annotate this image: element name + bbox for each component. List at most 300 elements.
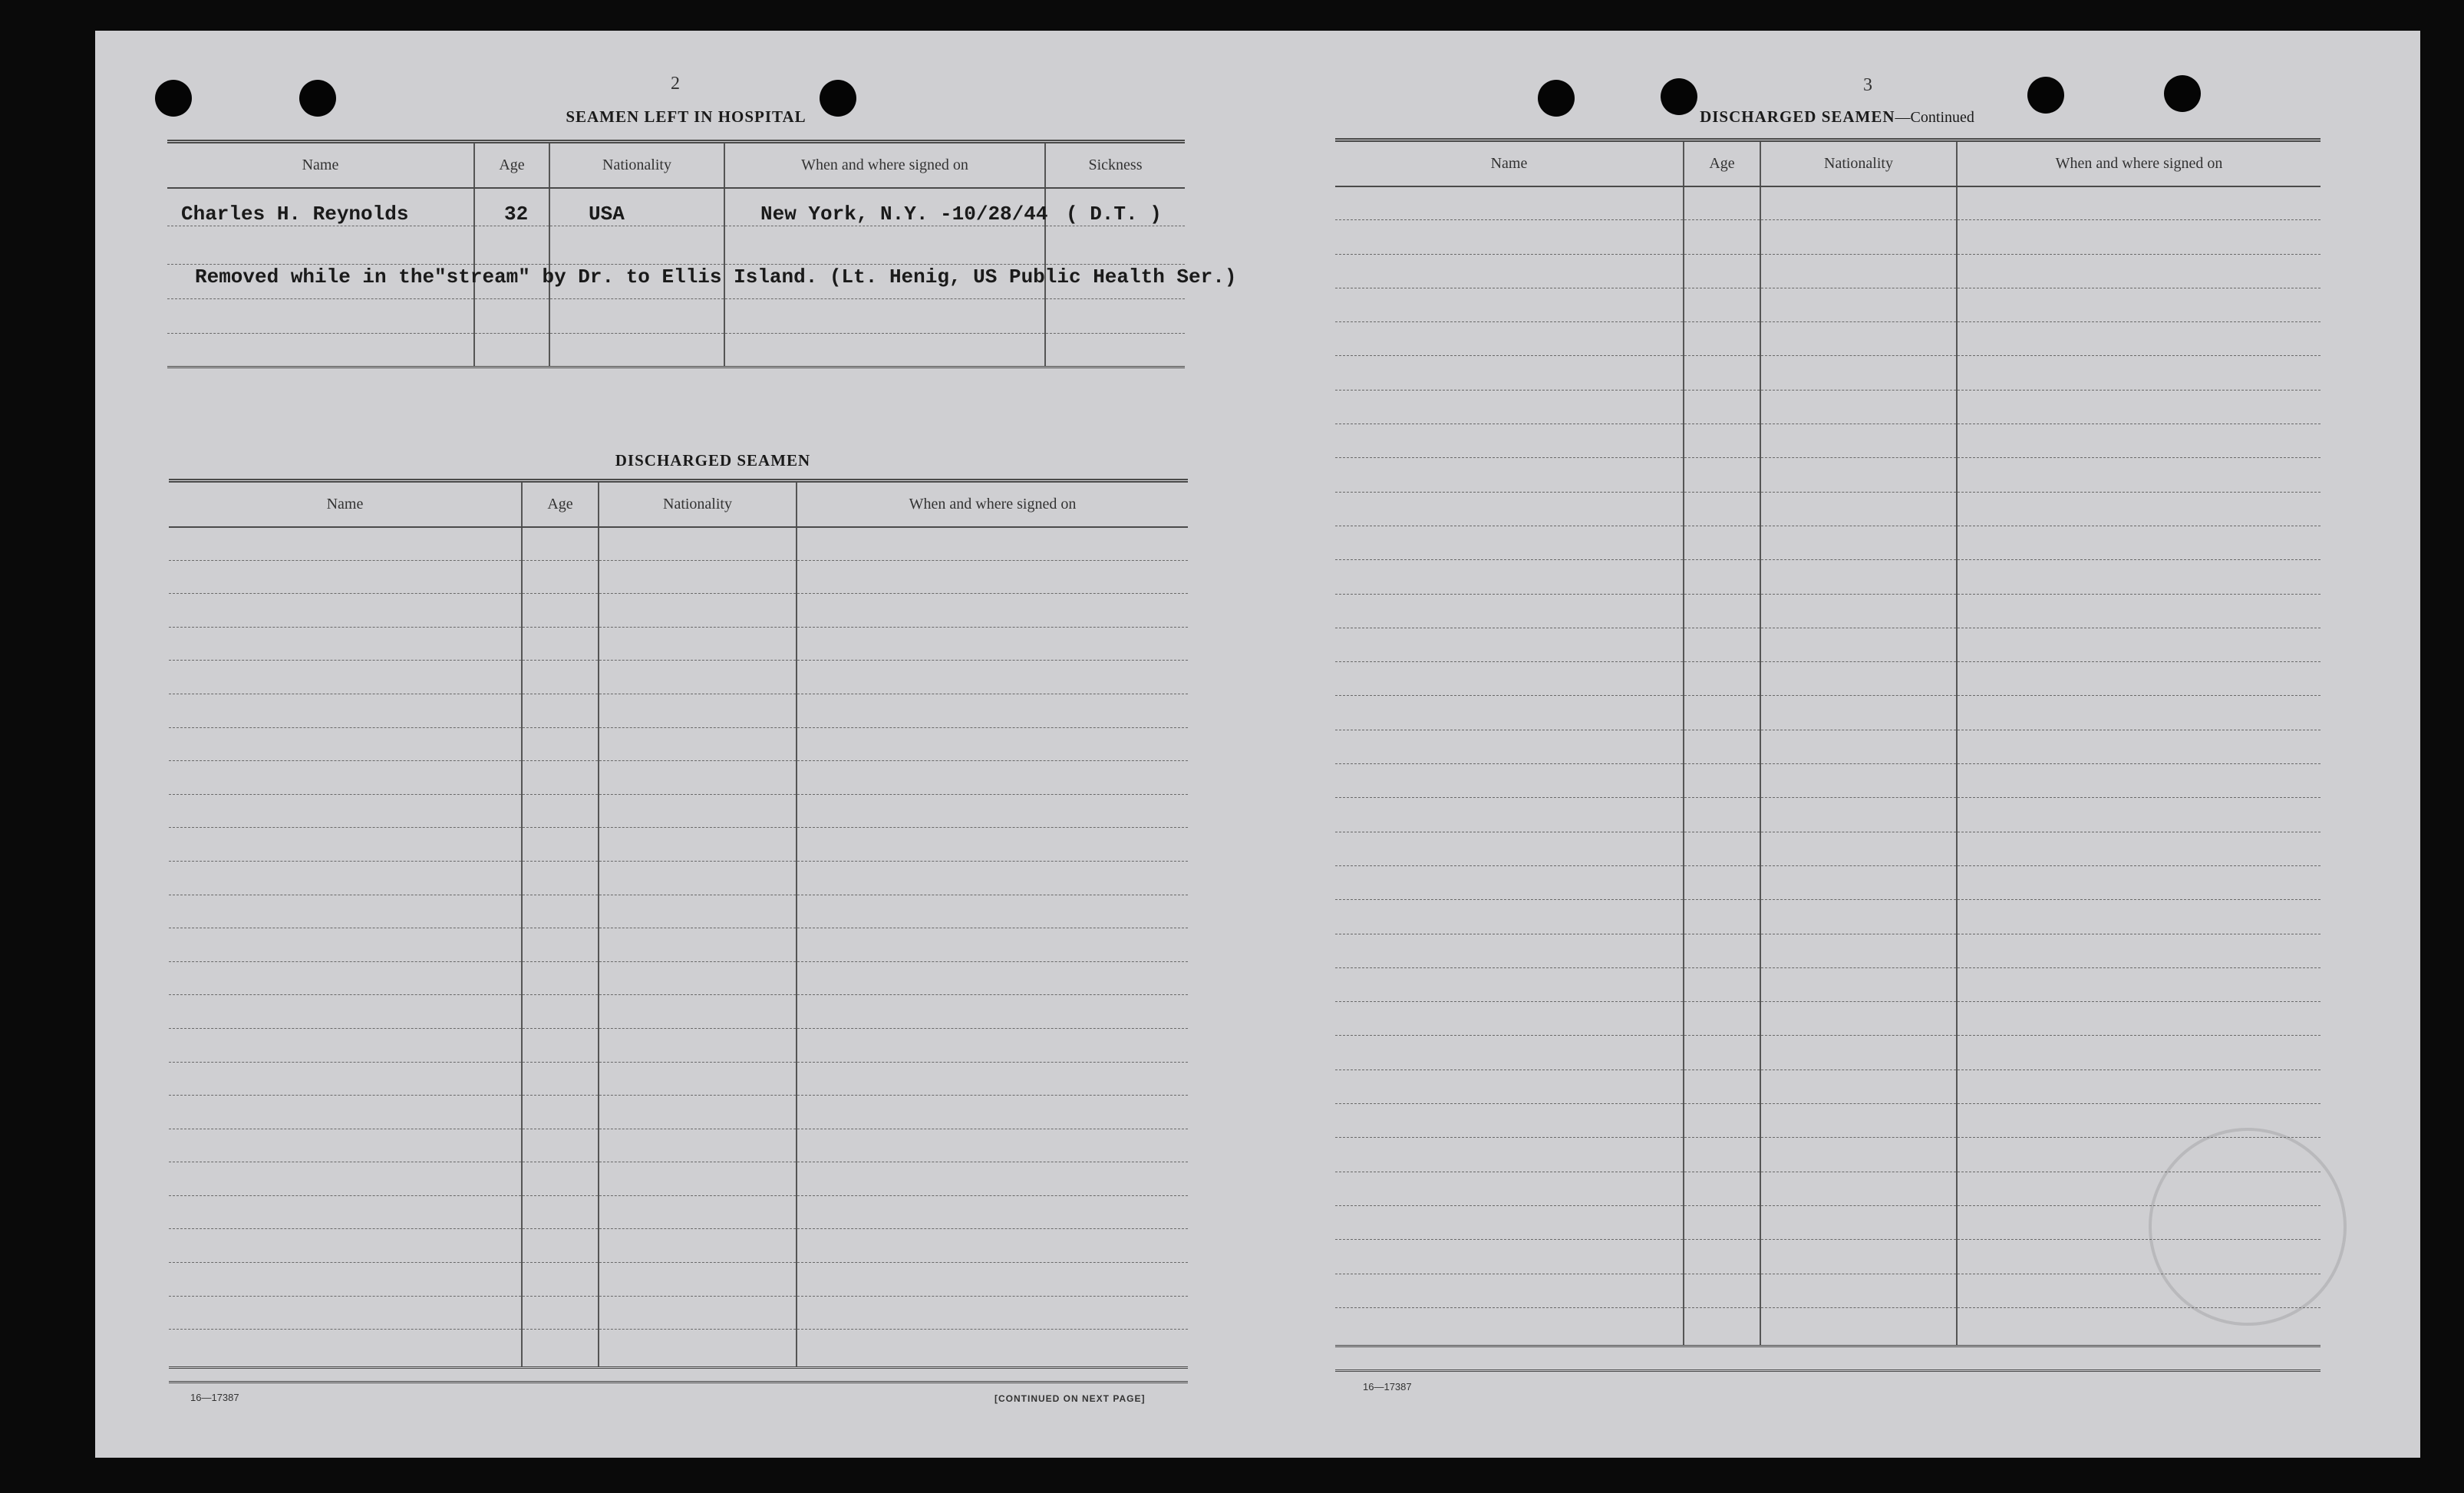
table-row (1335, 967, 2321, 1001)
table-cell (1684, 424, 1760, 458)
table-cell (1760, 900, 1957, 934)
entry-sickness: ( D.T. ) (1045, 188, 1185, 226)
table-cell (1760, 1036, 1957, 1069)
table-cell (1335, 220, 1684, 254)
table-cell (1335, 628, 1684, 661)
table-cell (599, 527, 797, 561)
table-cell (1335, 186, 1684, 220)
table-cell (1760, 662, 1957, 696)
table-cell (1335, 1036, 1684, 1069)
table-row (169, 1062, 1188, 1096)
table-cell (797, 961, 1188, 995)
table-cell (1684, 1172, 1760, 1205)
table-cell (1957, 186, 2321, 220)
table-cell (522, 1062, 599, 1096)
table-cell (797, 928, 1188, 962)
table-cell (522, 1162, 599, 1196)
table-row (169, 1296, 1188, 1330)
column-header-name: Name (169, 481, 522, 527)
table-cell (522, 527, 599, 561)
table-cell (1335, 1138, 1684, 1172)
table-row (167, 299, 1185, 334)
table-cell (797, 694, 1188, 727)
table-cell (1684, 832, 1760, 865)
table-cell (1684, 967, 1760, 1001)
table-row (169, 1096, 1188, 1129)
punch-hole (2164, 75, 2201, 112)
table-row (169, 828, 1188, 862)
table-cell (1760, 1240, 1957, 1274)
table-cell (1760, 220, 1957, 254)
column-header-age: Age (522, 481, 599, 527)
table-cell (599, 1162, 797, 1196)
table-row (1335, 492, 2321, 526)
table-cell (797, 560, 1188, 594)
table-cell (1957, 560, 2321, 594)
table-cell (1684, 458, 1760, 492)
table-cell (1760, 1069, 1957, 1103)
table-cell (1335, 254, 1684, 288)
table-row (1335, 186, 2321, 220)
table-cell (599, 560, 797, 594)
table-cell (797, 1296, 1188, 1330)
title-main: DISCHARGED SEAMEN (1700, 107, 1895, 126)
table-row (1335, 1307, 2321, 1346)
punch-hole (155, 80, 192, 117)
table-cell (522, 1195, 599, 1229)
column-header-age: Age (474, 142, 549, 188)
table-cell (522, 661, 599, 694)
faded-stamp (2149, 1128, 2347, 1326)
table-cell (1957, 322, 2321, 356)
table-row (1335, 220, 2321, 254)
table-row (169, 1229, 1188, 1263)
table-cell (1957, 696, 2321, 730)
table-cell (1684, 560, 1760, 594)
table-cell (1684, 798, 1760, 832)
table-cell (599, 727, 797, 761)
table-row (169, 1162, 1188, 1196)
table-cell (1957, 865, 2321, 899)
table-row (169, 594, 1188, 628)
punch-hole (1538, 80, 1575, 117)
entry-signed-on: New York, N.Y. -10/28/44 (724, 188, 1045, 226)
table-cell (1335, 730, 1684, 763)
table-cell (1760, 424, 1957, 458)
table-cell (169, 1263, 522, 1297)
table-row (1335, 594, 2321, 628)
table-cell (1957, 730, 2321, 763)
table-cell (1957, 662, 2321, 696)
table-cell (169, 527, 522, 561)
table-cell (1957, 798, 2321, 832)
table-cell (797, 1195, 1188, 1229)
table-row (1335, 662, 2321, 696)
table-cell (599, 794, 797, 828)
table-cell (1684, 934, 1760, 967)
table-cell (169, 1028, 522, 1062)
table-cell (169, 761, 522, 795)
table-cell (1957, 220, 2321, 254)
bottom-rule (1335, 1369, 2321, 1372)
table-cell (1760, 764, 1957, 798)
table-cell (169, 661, 522, 694)
table-row (1335, 865, 2321, 899)
table-row (169, 560, 1188, 594)
table-cell (1335, 594, 1684, 628)
table-cell (1684, 1104, 1760, 1138)
right-page (1292, 31, 2420, 1458)
table-cell (599, 1263, 797, 1297)
table-cell (599, 1296, 797, 1330)
table-cell (1684, 594, 1760, 628)
table-cell (1335, 934, 1684, 967)
column-header-signed-on: When and where signed on (1957, 140, 2321, 186)
form-number: 16—17387 (190, 1392, 239, 1403)
table-cell (1335, 865, 1684, 899)
table-cell (1684, 492, 1760, 526)
table-row (1335, 458, 2321, 492)
table-cell (599, 995, 797, 1029)
table-cell (1760, 832, 1957, 865)
table-row (1335, 288, 2321, 321)
table-cell (1335, 798, 1684, 832)
table-row (167, 226, 1185, 265)
discharged-continued-title (1653, 107, 2021, 127)
table-cell (1335, 1104, 1684, 1138)
table-cell (1760, 628, 1957, 661)
table-cell (1760, 798, 1957, 832)
table-cell (1335, 1172, 1684, 1205)
table-row (1335, 322, 2321, 356)
table-row (1335, 764, 2321, 798)
table-row (169, 861, 1188, 895)
table-cell (797, 627, 1188, 661)
form-number: 16—17387 (1363, 1381, 1412, 1392)
table-cell (599, 594, 797, 628)
table-cell (169, 961, 522, 995)
table-cell (1957, 764, 2321, 798)
table-cell (1957, 934, 2321, 967)
table-cell (1684, 322, 1760, 356)
table-cell (1957, 900, 2321, 934)
table-cell (1335, 1274, 1684, 1307)
table-cell (522, 928, 599, 962)
table-cell (169, 928, 522, 962)
table-cell (1760, 594, 1957, 628)
table-cell (1335, 458, 1684, 492)
hospital-remark: Removed while in the"stream" by Dr. to Ellis Island. (Lt. Henig, US Public Health Ser.) (195, 265, 1237, 288)
table-cell (522, 627, 599, 661)
table-cell (797, 861, 1188, 895)
table-cell (522, 961, 599, 995)
table-cell (1957, 424, 2321, 458)
table-cell (1335, 526, 1684, 559)
table-cell (1684, 1036, 1760, 1069)
table-row (1335, 900, 2321, 934)
table-cell (1684, 865, 1760, 899)
table-cell (1684, 1240, 1760, 1274)
table-cell (1684, 1002, 1760, 1036)
table-cell (1335, 764, 1684, 798)
table-row (169, 961, 1188, 995)
table-cell (1684, 390, 1760, 424)
hospital-section-title: SEAMEN LEFT IN HOSPITAL (566, 107, 806, 126)
table-cell (797, 828, 1188, 862)
column-header-signed-on: When and where signed on (797, 481, 1188, 527)
table-cell (1684, 730, 1760, 763)
column-header-name: Name (167, 142, 474, 188)
column-header-nationality: Nationality (549, 142, 724, 188)
table-cell (797, 727, 1188, 761)
table-cell (522, 594, 599, 628)
table-cell (522, 995, 599, 1029)
punch-hole (299, 80, 336, 117)
table-cell (599, 661, 797, 694)
table-cell (522, 794, 599, 828)
table-cell (169, 995, 522, 1029)
table-cell (1684, 254, 1760, 288)
punch-hole (2027, 77, 2064, 114)
scanned-document (95, 31, 2420, 1458)
table-cell (1760, 1274, 1957, 1307)
table-cell (522, 1229, 599, 1263)
table-cell (1335, 560, 1684, 594)
table-cell (1684, 662, 1760, 696)
table-cell (1760, 492, 1957, 526)
table-row (167, 334, 1185, 367)
table-cell (1957, 1036, 2321, 1069)
table-row (169, 661, 1188, 694)
table-row (1335, 526, 2321, 559)
table-cell (797, 1229, 1188, 1263)
table-cell (169, 727, 522, 761)
table-cell (797, 794, 1188, 828)
left-page (95, 31, 1254, 1458)
table-cell (522, 861, 599, 895)
table-cell (1760, 390, 1957, 424)
table-cell (1684, 1307, 1760, 1346)
table-cell (1957, 1002, 2321, 1036)
table-cell (522, 1330, 599, 1368)
table-cell (1684, 764, 1760, 798)
table-cell (1760, 1205, 1957, 1239)
table-row (169, 1195, 1188, 1229)
table-row (169, 727, 1188, 761)
table-row (169, 1028, 1188, 1062)
column-header-nationality: Nationality (599, 481, 797, 527)
table-cell (1335, 900, 1684, 934)
table-cell (522, 828, 599, 862)
table-cell (1335, 696, 1684, 730)
table-cell (1335, 832, 1684, 865)
table-row (1335, 1069, 2321, 1103)
hospital-table (167, 140, 1185, 368)
table-row (1335, 356, 2321, 390)
table-row (169, 1129, 1188, 1162)
table-cell (1335, 1240, 1684, 1274)
table-cell (599, 1195, 797, 1229)
table-cell (797, 1263, 1188, 1297)
table-cell (522, 1129, 599, 1162)
table-row (1335, 934, 2321, 967)
table-cell (1760, 254, 1957, 288)
table-cell (1335, 356, 1684, 390)
table-cell (1957, 458, 2321, 492)
table-cell (1957, 1069, 2321, 1103)
table-cell (1760, 696, 1957, 730)
table-cell (169, 895, 522, 928)
page-number: 2 (671, 74, 680, 94)
table-row (169, 928, 1188, 962)
table-cell (522, 1296, 599, 1330)
table-cell (169, 1296, 522, 1330)
entry-name: Charles H. Reynolds (167, 188, 474, 226)
column-header-signed-on: When and where signed on (724, 142, 1045, 188)
table-cell (1335, 1069, 1684, 1103)
table-cell (599, 761, 797, 795)
table-row (1335, 730, 2321, 763)
entry-age: 32 (474, 188, 549, 226)
table-cell (1957, 288, 2321, 321)
table-cell (169, 1062, 522, 1096)
title-continued: —Continued (1895, 109, 1974, 126)
table-row (169, 1330, 1188, 1368)
table-row (1335, 798, 2321, 832)
table-cell (599, 1229, 797, 1263)
table-cell (522, 694, 599, 727)
table-cell (599, 1096, 797, 1129)
table-cell (797, 527, 1188, 561)
table-cell (797, 1129, 1188, 1162)
column-header-sickness: Sickness (1045, 142, 1185, 188)
table-cell (1684, 288, 1760, 321)
table-cell (1957, 390, 2321, 424)
table-cell (1760, 526, 1957, 559)
table-cell (1760, 288, 1957, 321)
table-row (1335, 254, 2321, 288)
table-row (1335, 1104, 2321, 1138)
table-cell (599, 1330, 797, 1368)
table-cell (1760, 1307, 1957, 1346)
table-cell (1957, 832, 2321, 865)
entry-nationality: USA (549, 188, 724, 226)
table-cell (1760, 1172, 1957, 1205)
table-cell (1335, 390, 1684, 424)
column-header-name: Name (1335, 140, 1684, 186)
table-cell (1957, 492, 2321, 526)
table-cell (1684, 1069, 1760, 1103)
table-cell (1957, 967, 2321, 1001)
table-cell (1684, 900, 1760, 934)
table-cell (1335, 424, 1684, 458)
table-cell (1684, 1274, 1760, 1307)
table-cell (1335, 1205, 1684, 1239)
table-cell (797, 895, 1188, 928)
table-row (1335, 1002, 2321, 1036)
table-cell (169, 1330, 522, 1368)
table-cell (599, 694, 797, 727)
table-cell (1684, 696, 1760, 730)
table-cell (599, 895, 797, 928)
table-cell (1684, 526, 1760, 559)
table-cell (169, 560, 522, 594)
table-cell (797, 1062, 1188, 1096)
table-cell (1335, 967, 1684, 1001)
table-cell (599, 961, 797, 995)
table-cell (797, 995, 1188, 1029)
table-cell (1760, 1002, 1957, 1036)
table-cell (1335, 662, 1684, 696)
table-row (169, 995, 1188, 1029)
table-cell (522, 560, 599, 594)
table-cell (1335, 1002, 1684, 1036)
table-cell (797, 761, 1188, 795)
table-row (1335, 390, 2321, 424)
discharged-section-title: DISCHARGED SEAMEN (615, 451, 811, 470)
column-header-nationality: Nationality (1760, 140, 1957, 186)
table-cell (169, 594, 522, 628)
table-cell (169, 794, 522, 828)
continued-note: [CONTINUED ON NEXT PAGE] (995, 1393, 1146, 1404)
table-cell (1957, 594, 2321, 628)
table-row (169, 761, 1188, 795)
table-row (1335, 560, 2321, 594)
table-row (169, 627, 1188, 661)
table-cell (1760, 1104, 1957, 1138)
table-cell (1760, 865, 1957, 899)
table-cell (169, 694, 522, 727)
table-cell (169, 861, 522, 895)
table-cell (522, 727, 599, 761)
table-row (167, 188, 1185, 226)
table-cell (797, 1162, 1188, 1196)
table-cell (1684, 1138, 1760, 1172)
table-cell (522, 1263, 599, 1297)
table-cell (1760, 356, 1957, 390)
table-row (169, 1263, 1188, 1297)
table-cell (1760, 730, 1957, 763)
table-cell (1335, 322, 1684, 356)
table-cell (1760, 934, 1957, 967)
table-cell (797, 1330, 1188, 1368)
table-cell (599, 1028, 797, 1062)
table-cell (1684, 628, 1760, 661)
table-cell (797, 594, 1188, 628)
table-cell (169, 1096, 522, 1129)
table-cell (522, 1028, 599, 1062)
table-cell (169, 1162, 522, 1196)
table-row (169, 895, 1188, 928)
table-cell (599, 627, 797, 661)
table-cell (797, 1028, 1188, 1062)
table-cell (522, 761, 599, 795)
table-cell (1684, 1205, 1760, 1239)
table-cell (1957, 526, 2321, 559)
table-cell (1760, 186, 1957, 220)
table-cell (169, 627, 522, 661)
table-row (169, 694, 1188, 727)
table-cell (797, 661, 1188, 694)
table-cell (1684, 186, 1760, 220)
table-row (1335, 696, 2321, 730)
table-row (1335, 832, 2321, 865)
table-row (169, 794, 1188, 828)
page-number: 3 (1863, 75, 1872, 95)
table-row (1335, 1036, 2321, 1069)
table-cell (1957, 628, 2321, 661)
table-cell (522, 1096, 599, 1129)
